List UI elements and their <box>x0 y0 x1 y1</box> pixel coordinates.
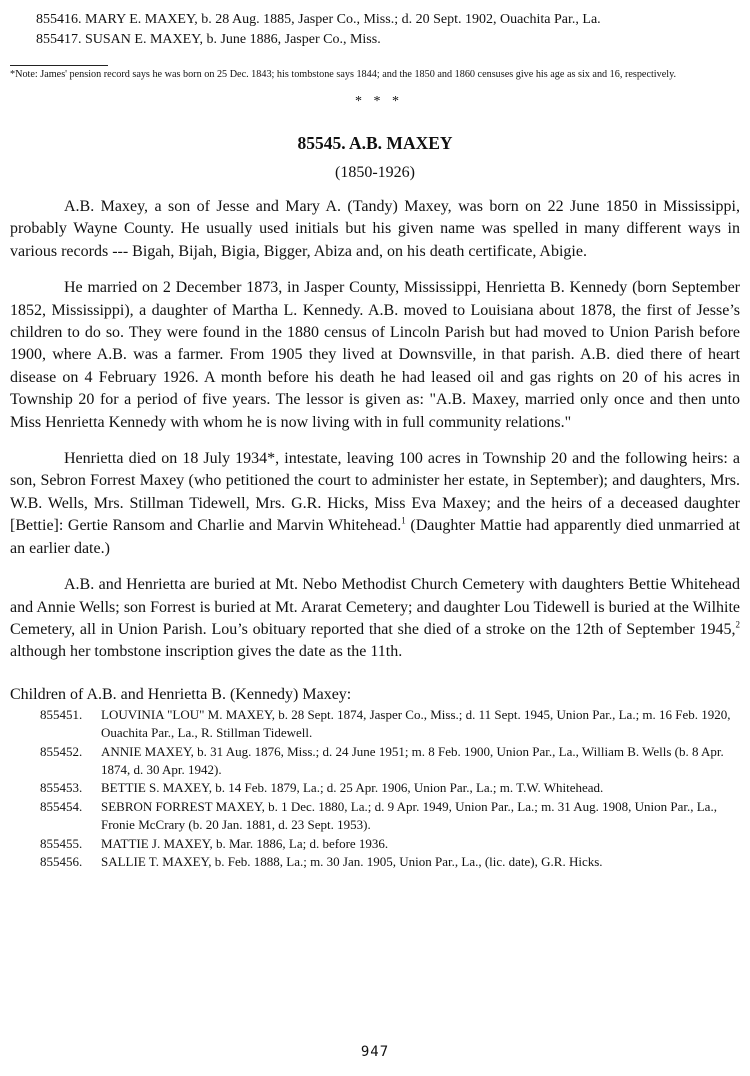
child-entry <box>40 743 740 780</box>
paragraph-marriage <box>10 277 740 434</box>
footnote-marker: 2 <box>735 619 740 630</box>
footnote-marker: 1 <box>401 515 406 526</box>
child-entry <box>40 835 740 853</box>
paragraph-text: Henrietta died on 18 July 1934*, intestate, leaving 100 acres in Township 20 and the following heirs: a son, Sebron Forrest Maxey (who petitioned the court to administer her estate, in September); and daughters, Mrs. W.B. Wells, Mrs. Stillman Tidewell, Mrs. G.R. Hicks, Miss Eva Maxey; and the heirs of a deceased daughter [Bettie]: Gertie Ransom and Charlie and Marvin Whitehead. <box>10 450 740 535</box>
child-number: 855456. <box>40 853 83 869</box>
page-number: 947 <box>360 1044 390 1060</box>
paragraph-heirs <box>10 448 740 560</box>
top-entry-855416 <box>36 10 740 30</box>
child-text: BETTIE S. MAXEY, b. 14 Feb. 1879, La.; d. 25 Apr. 1906, Union Par., La.; m. T.W. Whitehead. <box>101 780 604 796</box>
paragraph-burial <box>10 574 740 664</box>
child-number: 855454. <box>40 798 83 814</box>
section-separator: * * * <box>355 94 403 109</box>
footnote: *Note: James' pension record says he was born on 25 Dec. 1843; his tombstone says 1844; and the 1850 and 1860 censuses give his age as six and 16, respectively. <box>10 69 677 80</box>
paragraph-tail: (Daughter Mattie had apparently died unmarried at an earlier date.) <box>10 517 741 557</box>
children-heading: Children of A.B. and Henrietta B. (Kennedy) Maxey: <box>10 685 352 703</box>
paragraph-text: He married on 2 December 1873, in Jasper County, Mississippi, Henrietta B. Kennedy (born September 1852, Mississippi), a daughter of Martha L. Kennedy. A.B. moved to Louisiana about 1878, the first of Jesse’s children to do so. They were found in the 1880 census of Lincoln Parish but had moved to Union Parish before 1900, where A.B. was a farmer. From 1905 they lived at Downsville, in that parish. A.B. died there of heart disease on 4 February 1926. A month before his death he had leased oil and gas rights on 20 of his acres in Township 20 for a period of five years. The lessor is given as: "A.B. Maxey, married only once and then unto Miss Henrietta Kennedy with whom he is now living with in full community relations." <box>10 279 740 431</box>
section-dates: (1850-1926) <box>335 164 415 181</box>
entry-number: 855417. <box>36 32 82 47</box>
child-number: 855453. <box>40 780 83 796</box>
child-text: LOUVINIA "LOU" M. MAXEY, b. 28 Sept. 1874, Jasper Co., Miss.; d. 11 Sept. 1945, Union Par., La.; m. 16 Feb. 1920, Ouachita Par., La., R. Stillman Tidewell. <box>101 706 731 741</box>
paragraph-text: A.B. Maxey, a son of Jesse and Mary A. (Tandy) Maxey, was born on 22 June 1850 in Mississippi, probably Wayne County. He usually used initials but his given name was spelled in many different ways in various records --- Bigah, Bijah, Bigia, Bigger, Abiza and, on his death certificate, Abigie. <box>10 198 740 260</box>
child-text: MATTIE J. MAXEY, b. Mar. 1886, La; d. before 1936. <box>101 835 389 851</box>
child-entry <box>40 853 740 871</box>
paragraph-tail: although her tombstone inscription gives the date as the 11th. <box>10 643 403 661</box>
entry-text: MARY E. MAXEY, b. 28 Aug. 1885, Jasper Co., Miss.; d. 20 Sept. 1902, Ouachita Par., La. <box>85 12 601 27</box>
entry-number: 855416. <box>36 12 82 27</box>
child-number: 855455. <box>40 835 83 851</box>
child-text: SALLIE T. MAXEY, b. Feb. 1888, La.; m. 30 Jan. 1905, Union Par., La., (lic. date), G.R. Hicks. <box>101 853 603 869</box>
child-text: SEBRON FORREST MAXEY, b. 1 Dec. 1880, La.; d. 9 Apr. 1949, Union Par., La.; m. 31 Aug. 1908, Union Par., La., Fronie McCrary (b. 20 Jan. 1881, d. 23 Sept. 1953). <box>101 798 717 833</box>
paragraph-text: A.B. and Henrietta are buried at Mt. Nebo Methodist Church Cemetery with daughters Bettie Whitehead and Annie Wells; son Forrest is buried at Mt. Ararat Cemetery; and daughter Lou Tidewell is buried at the Wilhite Cemetery, all in Union Parish. Lou’s obituary reported that she died of a stroke on the 12th of September 1945, <box>10 576 740 638</box>
top-entry-855417 <box>36 30 740 50</box>
top-entry-list <box>10 10 740 50</box>
child-number: 855451. <box>40 706 83 722</box>
child-entry <box>40 706 740 743</box>
child-entry <box>40 798 740 835</box>
children-list <box>10 706 740 872</box>
entry-text: SUSAN E. MAXEY, b. June 1886, Jasper Co., Miss. <box>85 32 381 47</box>
child-entry <box>40 779 740 797</box>
footnote-rule <box>10 65 108 66</box>
section-title: 85545. A.B. MAXEY <box>297 133 453 153</box>
paragraph-birth <box>10 196 740 263</box>
child-number: 855452. <box>40 743 83 759</box>
child-text: ANNIE MAXEY, b. 31 Aug. 1876, Miss.; d. 24 June 1951; m. 8 Feb. 1900, Union Par., La., William B. Wells (b. 8 Apr. 1874, d. 30 Apr. 1942). <box>101 743 724 777</box>
document-page <box>10 10 740 871</box>
